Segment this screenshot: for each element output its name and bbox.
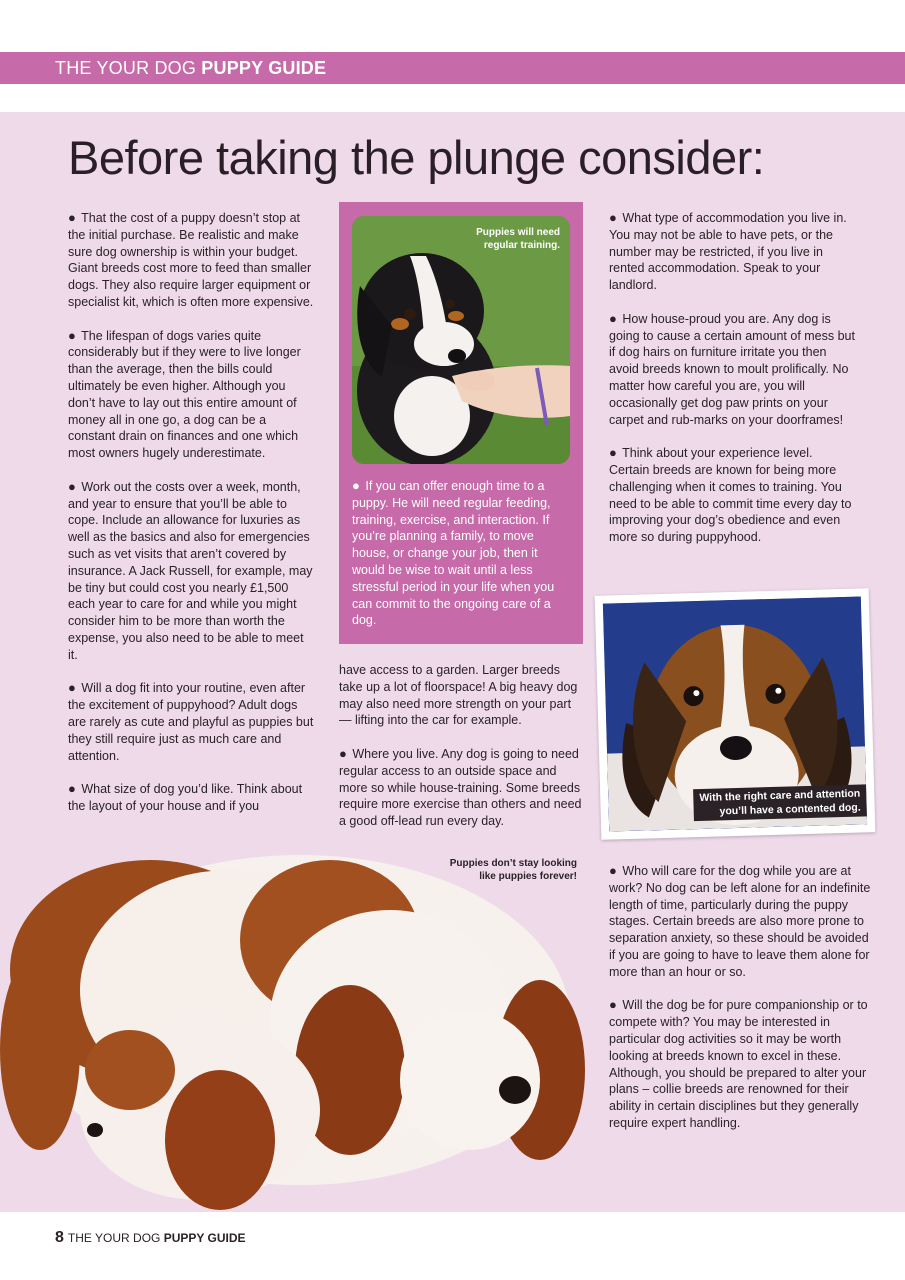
bullet-icon: ● — [339, 745, 347, 761]
bullet-icon: ● — [609, 445, 617, 461]
article-title: Before taking the plunge consider: — [68, 131, 765, 184]
bullet-icon: ● — [609, 310, 617, 326]
sidebar-text: ● If you can offer enough time to a puppy. He will need regular feeding, training, exercise, and interaction. If you’re planning a family, to move house, or change your job, then it would be wise to wait until a less stressful period in your life when you can commit to the ongoing care of a dog. — [352, 478, 555, 628]
beagle-photo — [603, 596, 867, 831]
page-footer: 8 THE YOUR DOG PUPPY GUIDE — [55, 1229, 246, 1246]
bullet-icon: ● — [68, 781, 76, 797]
bullet-icon: ● — [609, 997, 617, 1013]
sidebar-box — [339, 202, 583, 644]
paragraph: ● That the cost of a puppy doesn’t stop at the initial purchase. Be realistic and make sure dog ownership is within your budget. Giant breeds cost more to feed than smaller dogs. They also require larger equipment or specialist kit, which is often more expensive. — [68, 210, 314, 309]
bullet-icon: ● — [352, 478, 360, 493]
bullet-icon: ● — [68, 680, 76, 696]
column-3-top — [609, 210, 855, 546]
paragraph: ● Work out the costs over a week, month, and year to ensure that you’ll be able to cope. Include an allowance for luxuries as well as the basics and also for emergencies such as vet visits that aren’t covered by insurance. A Jack Russell, for example, may be tiny but could cost you nearly £1,500 each year to care for and while you might consider him to be more than worth the expense, you also need to be able to meet it. — [68, 478, 313, 662]
bullet-icon: ● — [609, 210, 617, 225]
paragraph: ● Will the dog be for pure companionship or to compete with? You may be interested in particular dog activities so it may be worth looking at breeds known to excel in these. Although, you should be prepared to alter your plans – collie breeds are renowned for their ability in certain disciplines but they generally require expert handling. — [609, 997, 868, 1130]
photo-caption: With the right care and attention you’ll have a contented dog. — [693, 784, 867, 821]
bullet-icon: ● — [68, 478, 76, 494]
photo-caption: Puppies will need regular training. — [476, 227, 560, 251]
paragraph: ● Who will care for the dog while you are at work? No dog can be left alone for an indefinite length of time, particularly during the puppy stages. Certain breeds are also more prone to separation anxiety, so these should be avoided if you are going to have to leave them alone for more than an hour or so. — [609, 863, 871, 979]
page-number: 8 — [55, 1229, 64, 1246]
bullet-icon: ● — [68, 327, 76, 343]
paragraph: ● How house-proud you are. Any dog is going to cause a certain amount of mess but if dog hairs on furniture irritate you then avoid breeds known to moult prolifically. No matter how careful you are, you will occasionally get dog paw prints on your carpet and rub-marks on your doorframes! — [609, 310, 855, 427]
header-bar — [0, 52, 905, 84]
beagle-photo-frame — [595, 588, 876, 840]
header-title: THE YOUR DOG PUPPY GUIDE — [55, 58, 327, 78]
bullet-icon: ● — [68, 210, 76, 225]
paragraph: ● Where you live. Any dog is going to need regular access to an outside space and more so while house-training. Some breeds require more exercise than others and need a good off-lead run every day. — [339, 745, 582, 829]
puppy-training-photo — [352, 216, 570, 464]
paragraph: ● What type of accommodation you live in. You may not be able to have pets, or the number may be restricted, if you live in rented accommodation. Speak to your landlord. — [609, 210, 847, 293]
paragraph: ● Will a dog fit into your routine, even after the excitement of puppyhood? Adult dogs are rarely as cute and playful as puppies but they still require just as much care and attention. — [68, 680, 314, 763]
bullet-icon: ● — [609, 863, 617, 878]
column-3-bottom — [609, 863, 871, 1132]
paragraph: have access to a garden. Larger breeds take up a lot of floorspace! A big heavy dog may also need more strength on your part — lifting into the car for example. — [339, 663, 578, 728]
paragraph: ● Think about your experience level. Certain breeds are known for being more challenging when it comes to training. You need to be able to commit time every day to improving your dog’s obedience and even more so during puppyhood. — [609, 445, 852, 545]
photo-caption: Puppies don’t stay looking like puppies forever! — [449, 858, 577, 882]
bernese-puppy-illustration — [352, 216, 570, 464]
paragraph: ● The lifespan of dogs varies quite considerably but if they were to live longer than the average, then the bills could ultimately be even higher. Although you don’t have to lay out this entire amount of money all in one go, a dog can be a constant drain on finances and one which most owners hugely underestimate. — [68, 327, 301, 461]
column-1 — [68, 210, 316, 815]
paragraph: ● What size of dog you’d like. Think about the layout of your house and if you — [68, 781, 303, 813]
column-2 — [339, 662, 587, 830]
